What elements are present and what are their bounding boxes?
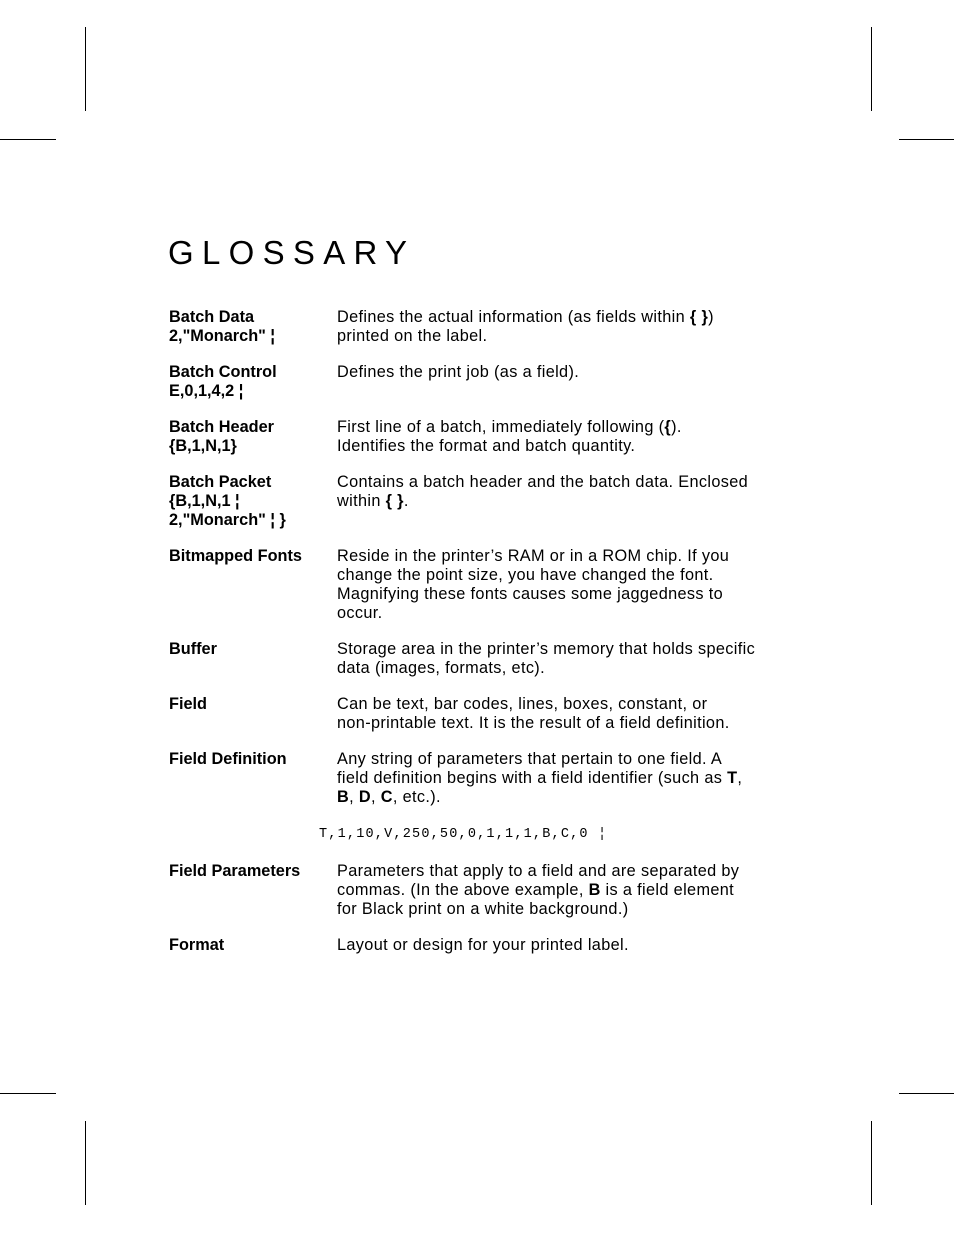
glossary-definition xyxy=(337,418,829,456)
glossary-definition xyxy=(337,862,829,919)
def-text: ). xyxy=(671,418,682,436)
term-line: Batch Data xyxy=(169,308,255,326)
glossary-term xyxy=(169,750,329,769)
glossary-term xyxy=(169,936,329,955)
definition-line xyxy=(337,788,829,807)
glossary-term xyxy=(169,363,329,401)
glossary-term xyxy=(169,473,329,530)
def-bold: B xyxy=(588,881,601,899)
term-line: Buffer xyxy=(169,640,217,658)
glossary-entry-bitmapped-fonts xyxy=(169,547,829,623)
def-text: ) xyxy=(708,308,714,326)
term-line: {B,1,N,1 ¦ xyxy=(169,492,240,510)
def-text: , etc.). xyxy=(392,788,441,806)
term-line: E,0,1,4,2 ¦ xyxy=(169,382,244,400)
definition-line: Magnifying these fonts causes some jaggedness to xyxy=(337,585,724,603)
crop-mark-top-right-vertical xyxy=(871,27,872,111)
term-line: Field Definition xyxy=(169,750,287,768)
definition-line: change the point size, you have changed the font. xyxy=(337,566,714,584)
glossary-entry-batch-data xyxy=(169,308,829,346)
def-bold: { } xyxy=(689,308,709,326)
glossary-term xyxy=(169,695,329,714)
glossary-term xyxy=(169,547,329,566)
def-text: , xyxy=(737,769,743,787)
crop-mark-bottom-right-vertical xyxy=(871,1121,872,1205)
def-text: , xyxy=(349,788,359,806)
definition-line: data (images, formats, etc). xyxy=(337,659,545,677)
glossary-entry-format xyxy=(169,936,829,955)
page-title: GLOSSARY xyxy=(168,234,416,271)
definition-line: for Black print on a white background.) xyxy=(337,900,629,918)
definition-line xyxy=(337,769,829,788)
definition-line: Reside in the printer’s RAM or in a ROM chip. If you xyxy=(337,547,730,565)
definition-line xyxy=(337,308,829,327)
def-bold: { xyxy=(664,418,672,436)
definition-line: Any string of parameters that pertain to one field. A xyxy=(337,750,723,768)
glossary-definition xyxy=(337,547,829,623)
definition-line: Storage area in the printer’s memory that holds specific xyxy=(337,640,756,658)
definition-line: Parameters that apply to a field and are separated by xyxy=(337,862,740,880)
definition-line xyxy=(337,881,829,900)
def-text: . xyxy=(403,492,409,510)
glossary-definition xyxy=(337,695,829,733)
glossary-definition xyxy=(337,308,829,346)
def-bold: B xyxy=(337,788,350,806)
def-text: is a field element xyxy=(600,881,735,899)
def-bold: D xyxy=(358,788,371,806)
crop-mark-top-left-vertical xyxy=(85,27,86,111)
definition-line: Can be text, bar codes, lines, boxes, constant, or xyxy=(337,695,708,713)
glossary-entry-batch-control xyxy=(169,363,829,401)
def-bold: T xyxy=(727,769,738,787)
definition-line: Defines the print job (as a field). xyxy=(337,363,580,381)
glossary-definition xyxy=(337,936,829,955)
def-text: First line of a batch, immediately following ( xyxy=(337,418,665,436)
def-text: , xyxy=(370,788,381,806)
crop-mark-top-right-horizontal xyxy=(899,139,954,140)
definition-line xyxy=(337,418,829,437)
definition-line: printed on the label. xyxy=(337,327,488,345)
def-text: within xyxy=(337,492,386,510)
glossary-definition xyxy=(337,473,829,511)
field-definition-example: T,1,10,V,250,50,0,1,1,1,B,C,0 ¦ xyxy=(319,827,608,842)
definition-line: Contains a batch header and the batch data. Enclosed xyxy=(337,473,749,491)
term-line: 2,"Monarch" ¦ xyxy=(169,327,275,345)
definition-line: Identifies the format and batch quantity. xyxy=(337,437,636,455)
glossary-term xyxy=(169,640,329,659)
glossary-entry-batch-header xyxy=(169,418,829,456)
definition-line: non-printable text. It is the result of a field definition. xyxy=(337,714,730,732)
definition-line xyxy=(337,492,829,511)
glossary-term xyxy=(169,308,329,346)
term-line: Bitmapped Fonts xyxy=(169,547,302,565)
def-bold: { } xyxy=(385,492,404,510)
crop-mark-top-left-horizontal xyxy=(0,139,56,140)
crop-mark-bottom-right-horizontal xyxy=(899,1093,954,1094)
glossary-list xyxy=(169,308,829,955)
glossary-entry-field-definition xyxy=(169,750,829,807)
term-line: {B,1,N,1} xyxy=(169,437,237,455)
glossary-definition xyxy=(337,363,829,382)
glossary-entry-batch-packet xyxy=(169,473,829,530)
term-line: Batch Packet xyxy=(169,473,272,491)
def-text: commas. (In the above example, xyxy=(337,881,589,899)
def-text: field definition begins with a field identifier (such as xyxy=(337,769,728,787)
crop-mark-bottom-left-vertical xyxy=(85,1121,86,1205)
crop-mark-bottom-left-horizontal xyxy=(0,1093,56,1094)
term-line: Field xyxy=(169,695,207,713)
glossary-entry-field-parameters xyxy=(169,862,829,919)
glossary-entry-field xyxy=(169,695,829,733)
term-line: Batch Control xyxy=(169,363,277,381)
term-line: Batch Header xyxy=(169,418,274,436)
glossary-definition xyxy=(337,750,829,807)
definition-line: Layout or design for your printed label. xyxy=(337,936,629,954)
term-line: Field Parameters xyxy=(169,862,301,880)
glossary-entry-buffer xyxy=(169,640,829,678)
glossary-definition xyxy=(337,640,829,678)
def-bold: C xyxy=(380,788,393,806)
term-line: 2,"Monarch" ¦ } xyxy=(169,511,286,529)
term-line: Format xyxy=(169,936,225,954)
glossary-term xyxy=(169,862,329,881)
definition-line: occur. xyxy=(337,604,383,622)
def-text: Defines the actual information (as fields within xyxy=(337,308,690,326)
glossary-term xyxy=(169,418,329,456)
